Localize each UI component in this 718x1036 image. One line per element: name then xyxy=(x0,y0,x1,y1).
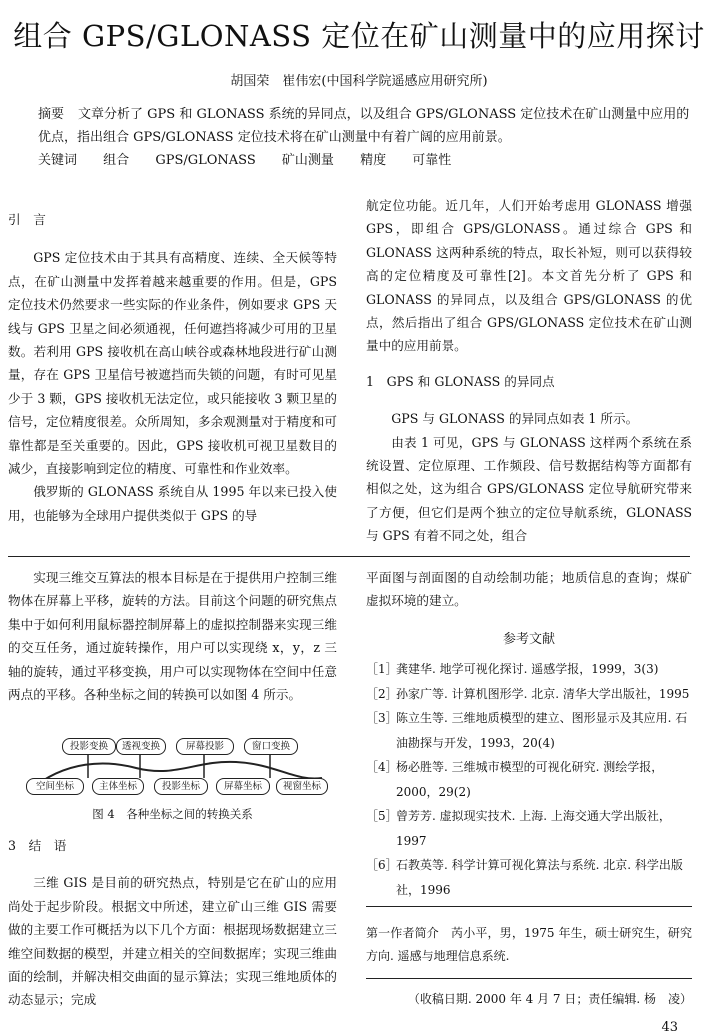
keyword-item: 可靠性 xyxy=(412,153,452,168)
section1-paragraph-2: 由表 1 可见，GPS 与 GLONASS 这样两个系统在系统设置、定位原理、工作频段、信号数据结构等方面都有相似之处，这为组合 GPS/GLONASS 定位导航研究带来了方便，但它们是两个独立的定位导航系统，GLONASS 与 GPS 有着不同之处，组合 xyxy=(366,434,692,544)
references-heading: 参考文献 xyxy=(502,632,555,647)
keyword-item: 矿山测量 xyxy=(281,153,334,168)
figure-box-viewport-coordinates: 视窗坐标 xyxy=(276,778,328,795)
figure-4 xyxy=(26,738,326,800)
keyword-item: 组合 xyxy=(103,153,130,168)
reference-text: 石教英等. 科学计算可视化算法与系统. 北京. 科学出版社，1996 xyxy=(396,858,683,897)
figure-box-perspective-transform: 透视变换 xyxy=(116,738,166,755)
reference-text: 孙家广等. 计算机图形学. 北京. 清华大学出版社，1995 xyxy=(396,686,690,701)
keywords xyxy=(38,149,693,172)
reference-item xyxy=(366,853,692,902)
reference-item xyxy=(366,804,692,853)
paper-title: 组合 GPS/GLONASS 定位在矿山测量中的应用探讨 xyxy=(13,19,705,53)
page-number: 43 xyxy=(661,1020,678,1035)
reference-number: ［6］ xyxy=(366,858,398,872)
received-date: （收稿日期. 2000 年 4 月 7 日；责任编辑. 杨 凌） xyxy=(407,992,692,1006)
figure-box-window-transform: 窗口变换 xyxy=(244,738,298,755)
lower-right-paragraph-1: 平面图与剖面图的自动绘制功能；地质信息的查询；煤矿虚拟环境的建立。 xyxy=(366,570,692,609)
section-heading-intro: 引 言 xyxy=(8,212,46,227)
figure-box-screen-coordinates: 屏幕坐标 xyxy=(216,778,270,795)
paper-authors: 胡国荣 崔伟宏(中国科学院遥感应用研究所) xyxy=(230,74,488,89)
author-bio: 第一作者简介 芮小平，男，1975 年生，硕士研究生，研究方向. 遥感与地理信息系统. xyxy=(366,926,692,964)
lower-left-paragraph-1: 实现三维交互算法的根本目标是在于提供用户控制三维物体在屏幕上平移，旋转的方法。目前这个问题的研究焦点集中于如何利用鼠标器控制屏幕上的虚拟控制器来实现三维的交互任务，通过旋转操作，用户可以实现绕 x，y，z 三轴的旋转，通过平移变换，用户可以实现物体在空间中任意两点的平移。各种坐标之间的转换可以如图 4 所示。 xyxy=(8,570,337,703)
received-divider xyxy=(366,978,692,979)
keyword-item: 精度 xyxy=(360,153,387,168)
upper-right-column xyxy=(366,194,692,548)
intro-paragraph-1: GPS 定位技术由于其具有高精度、连续、全天候等特点，在矿山测量中发挥着越来越重要的作用。但是，GPS 定位技术仍然要求一些实际的作业条件，例如要求 GPS 天线与 GPS 卫星之间必须通视，任何遮挡将减少可用的卫星数。若利用 GPS 接收机在高山峡谷或森林地段进行矿山测量，存在 GPS 卫星信号被遮挡而失锁的问题，有时可见星少于 3 颗，GPS 接收机无法定位，或只能接收 3 颗卫星的信号，定位精度很差。众所周知，多余观测量对于精度和可靠性都是至关重要的。因此，GPS 接收机可视卫星数目的减少，直接影响到定位的精度、可靠性和作业效率。 xyxy=(8,250,337,477)
reference-text: 杨必胜等. 三维城市模型的可视化研究. 测绘学报，2000，29(2) xyxy=(396,760,664,799)
section-heading-3: 3 结 语 xyxy=(8,838,67,853)
reference-item xyxy=(366,657,692,682)
bio-divider xyxy=(366,906,692,907)
figure-box-screen-projection: 屏幕投影 xyxy=(176,738,234,755)
reference-item xyxy=(366,682,692,707)
reference-text: 龚建华. 地学可视化探讨. 遥感学报，1999，3(3) xyxy=(396,662,659,676)
intro-paragraph-2: 俄罗斯的 GLONASS 系统自从 1995 年以来已投入使用，也能够为全球用户提供类似于 GPS 的导 xyxy=(8,484,337,523)
conclusion-paragraph-1: 三维 GIS 是目前的研究热点，特别是它在矿山的应用尚处于起步阶段。根据文中所述，建立矿山三维 GIS 需要做的主要工作可概括为以下几个方面：根据现场数据建立三维空间数据的模型，并建立相关的空间数据库；实现三维曲面的绘制，并解决相交曲面的显示算法；实现三维地质体的动态显示；完成 xyxy=(8,875,337,1008)
figure-box-projection-transform: 投影变换 xyxy=(62,738,116,755)
right-paragraph-1: 航定位功能。近几年，人们开始考虑用 GLONASS 增强 GPS，即组合 GPS/GLONASS。通过综合 GPS 和 GLONASS 这两种系统的特点，取长补短，则可以获得较高的定位精度及可靠性[2]。本文首先分析了 GPS 和 GLONASS 的异同点，以及组合 GPS/GLONASS 的优点，然后指出了组合 GPS/GLONASS 定位技术在矿山测量中的应用前景。 xyxy=(366,198,692,354)
reference-number: ［4］ xyxy=(366,760,398,774)
figure-box-space-coordinates: 空间坐标 xyxy=(26,778,84,795)
abstract-label: 摘要 xyxy=(38,107,65,122)
reference-number: ［2］ xyxy=(366,686,398,701)
reference-item xyxy=(366,706,692,755)
reference-number: ［5］ xyxy=(366,809,398,823)
abstract xyxy=(38,103,693,149)
lower-left-column xyxy=(8,566,337,706)
keywords-label: 关键词 xyxy=(38,153,78,168)
figure-box-body-coordinates: 主体坐标 xyxy=(92,778,144,795)
references-list xyxy=(366,657,692,902)
figure-4-caption: 图 4 各种坐标之间的转换关系 xyxy=(92,807,253,821)
keyword-item: GPS/GLONASS xyxy=(155,153,256,168)
lower-right-column xyxy=(366,566,692,613)
reference-number: ［1］ xyxy=(366,662,398,676)
section-heading-1: 1 GPS 和 GLONASS 的异同点 xyxy=(366,373,555,389)
figure-box-projection-coordinates: 投影坐标 xyxy=(154,778,208,795)
reference-number: ［3］ xyxy=(366,711,398,725)
abstract-block xyxy=(38,103,693,172)
section-divider xyxy=(8,556,690,557)
upper-left-column xyxy=(8,208,337,527)
reference-text: 曾芳芳. 虚拟现实技术. 上海. 上海交通大学出版社，1997 xyxy=(396,809,671,848)
lower-left-conclusion xyxy=(8,834,337,1012)
section1-paragraph-1: GPS 与 GLONASS 的异同点如表 1 所示。 xyxy=(391,411,639,427)
abstract-text: 文章分析了 GPS 和 GLONASS 系统的异同点，以及组合 GPS/GLONASS 定位技术在矿山测量中应用的优点，指出组合 GPS/GLONASS 定位技术将在矿山测量中有着广阔的应用前景。 xyxy=(38,107,690,145)
reference-text: 陈立生等. 三维地质模型的建立、图形显示及其应用. 石油勘探与开发，1993，20(4) xyxy=(396,711,688,750)
reference-item xyxy=(366,755,692,804)
